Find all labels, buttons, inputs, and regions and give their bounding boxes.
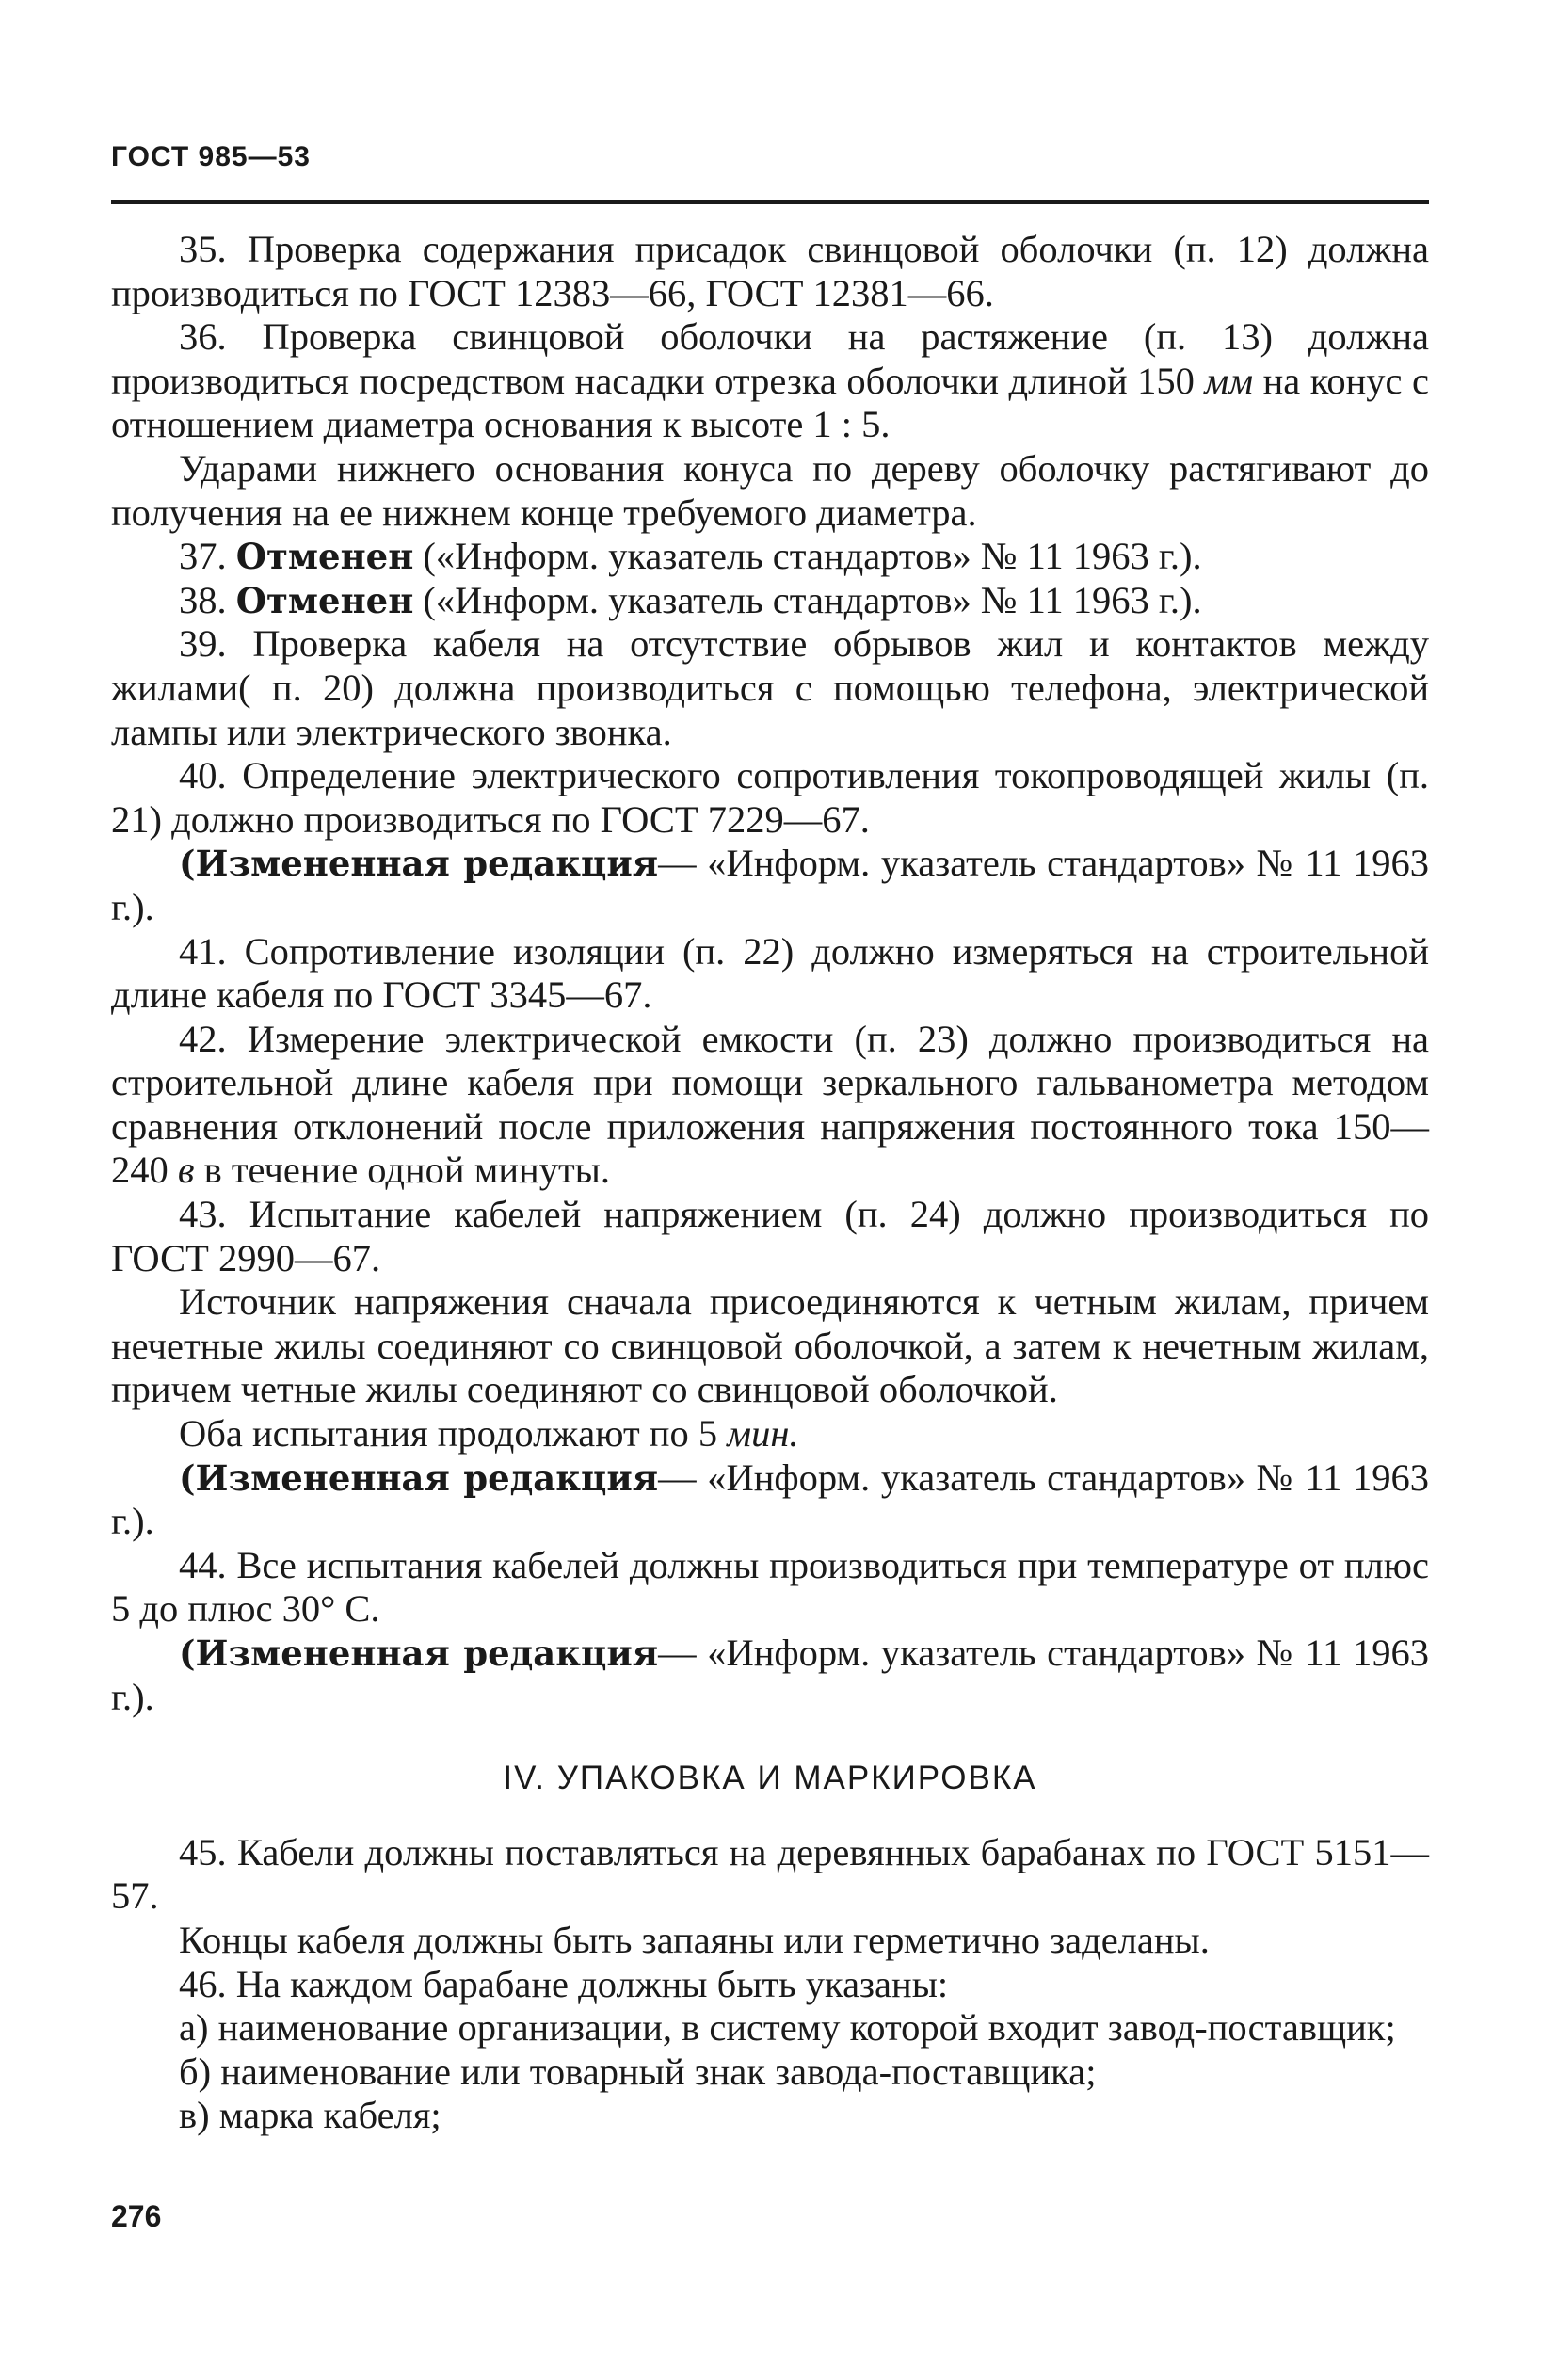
paragraph-42: 42. Измерение электрической емкости (п. 23) должно производиться на строительной длине кабеля при помощи зеркального гальванометра методом сравнения отклонений после приложения напряжения постоянного тока 150—240 в в течение одной минуты. — [111, 1017, 1429, 1192]
paragraph-35: 35. Проверка содержания присадок свинцовой оболочки (п. 12) должна производиться по ГОСТ 12383—66, ГОСТ 12381—66. — [111, 228, 1429, 314]
paragraph-43-voltage-source: Источник напряжения сначала присоединяются к четным жилам, причем нечетные жилы соединяют со свинцовой оболочкой, а затем к нечетным жилам, причем четные жилы соединяют со свинцовой оболочкой. — [111, 1280, 1429, 1411]
paragraph-40: 40. Определение электрического сопротивления токопроводящей жилы (п. 21) должно производиться по ГОСТ 7229—67. — [111, 754, 1429, 841]
paragraph-45-cable-ends: Концы кабеля должны быть запаяны или герметично заделаны. — [179, 1918, 1210, 1961]
body-text — [111, 228, 1429, 2138]
list-item-a: а) наименование организации, в систему которой входит завод-поставщик; — [179, 2006, 1396, 2050]
unit-min: мин. — [727, 1412, 799, 1455]
paragraph-45: 45. Кабели должны поставляться на деревянных барабанах по ГОСТ 5151—57. — [111, 1830, 1429, 1918]
unit-mm: мм — [1204, 359, 1254, 402]
amendment-note-43: (Измененная редакция— «Информ. указатель стандартов» № 11 1963 г.). — [111, 1455, 1429, 1543]
running-head: ГОСТ 985—53 — [111, 141, 311, 172]
amendment-note-40: (Измененная редакция— «Информ. указатель стандартов» № 11 1963 г.). — [111, 842, 1429, 928]
paragraph-36-continued: Ударами нижнего основания конуса по дереву оболочку растягивают до получения на ее нижнем конце требуемого диаметра. — [111, 446, 1429, 534]
paragraph-36: 36. Проверка свинцовой оболочки на растяжение (п. 13) должна производиться посредством насадки отрезка оболочки длиной 150 мм на конус с отношением диаметра основания к высоте 1 : 5. — [111, 315, 1429, 446]
section-heading-iv: IV. УПАКОВКА И МАРКИРОВКА — [503, 1760, 1037, 1797]
paragraph-43-duration: Оба испытания продолжают по 5 мин. — [179, 1412, 799, 1455]
paragraph-41: 41. Сопротивление изоляции (п. 22) должно измеряться на строительной длине кабеля по ГОСТ 3345—67. — [111, 929, 1429, 1017]
header-rule — [111, 200, 1429, 204]
paragraph-38: 38. Отменен («Информ. указатель стандартов» № 11 1963 г.). — [179, 578, 1202, 621]
paragraph-44: 44. Все испытания кабелей должны производиться при температуре от плюс 5 до плюс 30° С. — [111, 1543, 1429, 1631]
paragraph-46: 46. На каждом барабане должны быть указаны: — [179, 1962, 949, 2005]
paragraph-39: 39. Проверка кабеля на отсутствие обрывов жил и контактов между жилами( п. 20) должна производиться с помощью телефона, электрической лампы или электрического звонка. — [111, 622, 1429, 753]
paragraph-37: 37. Отменен («Информ. указатель стандартов» № 11 1963 г.). — [179, 535, 1202, 578]
amendment-note-44: (Измененная редакция— «Информ. указатель стандартов» № 11 1963 г.). — [111, 1632, 1429, 1718]
list-item-b: б) наименование или товарный знак завода-поставщика; — [179, 2050, 1097, 2093]
unit-v: в — [177, 1149, 195, 1192]
page-number: 276 — [111, 2199, 162, 2233]
list-item-c: в) марка кабеля; — [179, 2094, 441, 2137]
paragraph-43: 43. Испытание кабелей напряжением (п. 24) должно производиться по ГОСТ 2990—67. — [111, 1193, 1429, 1279]
